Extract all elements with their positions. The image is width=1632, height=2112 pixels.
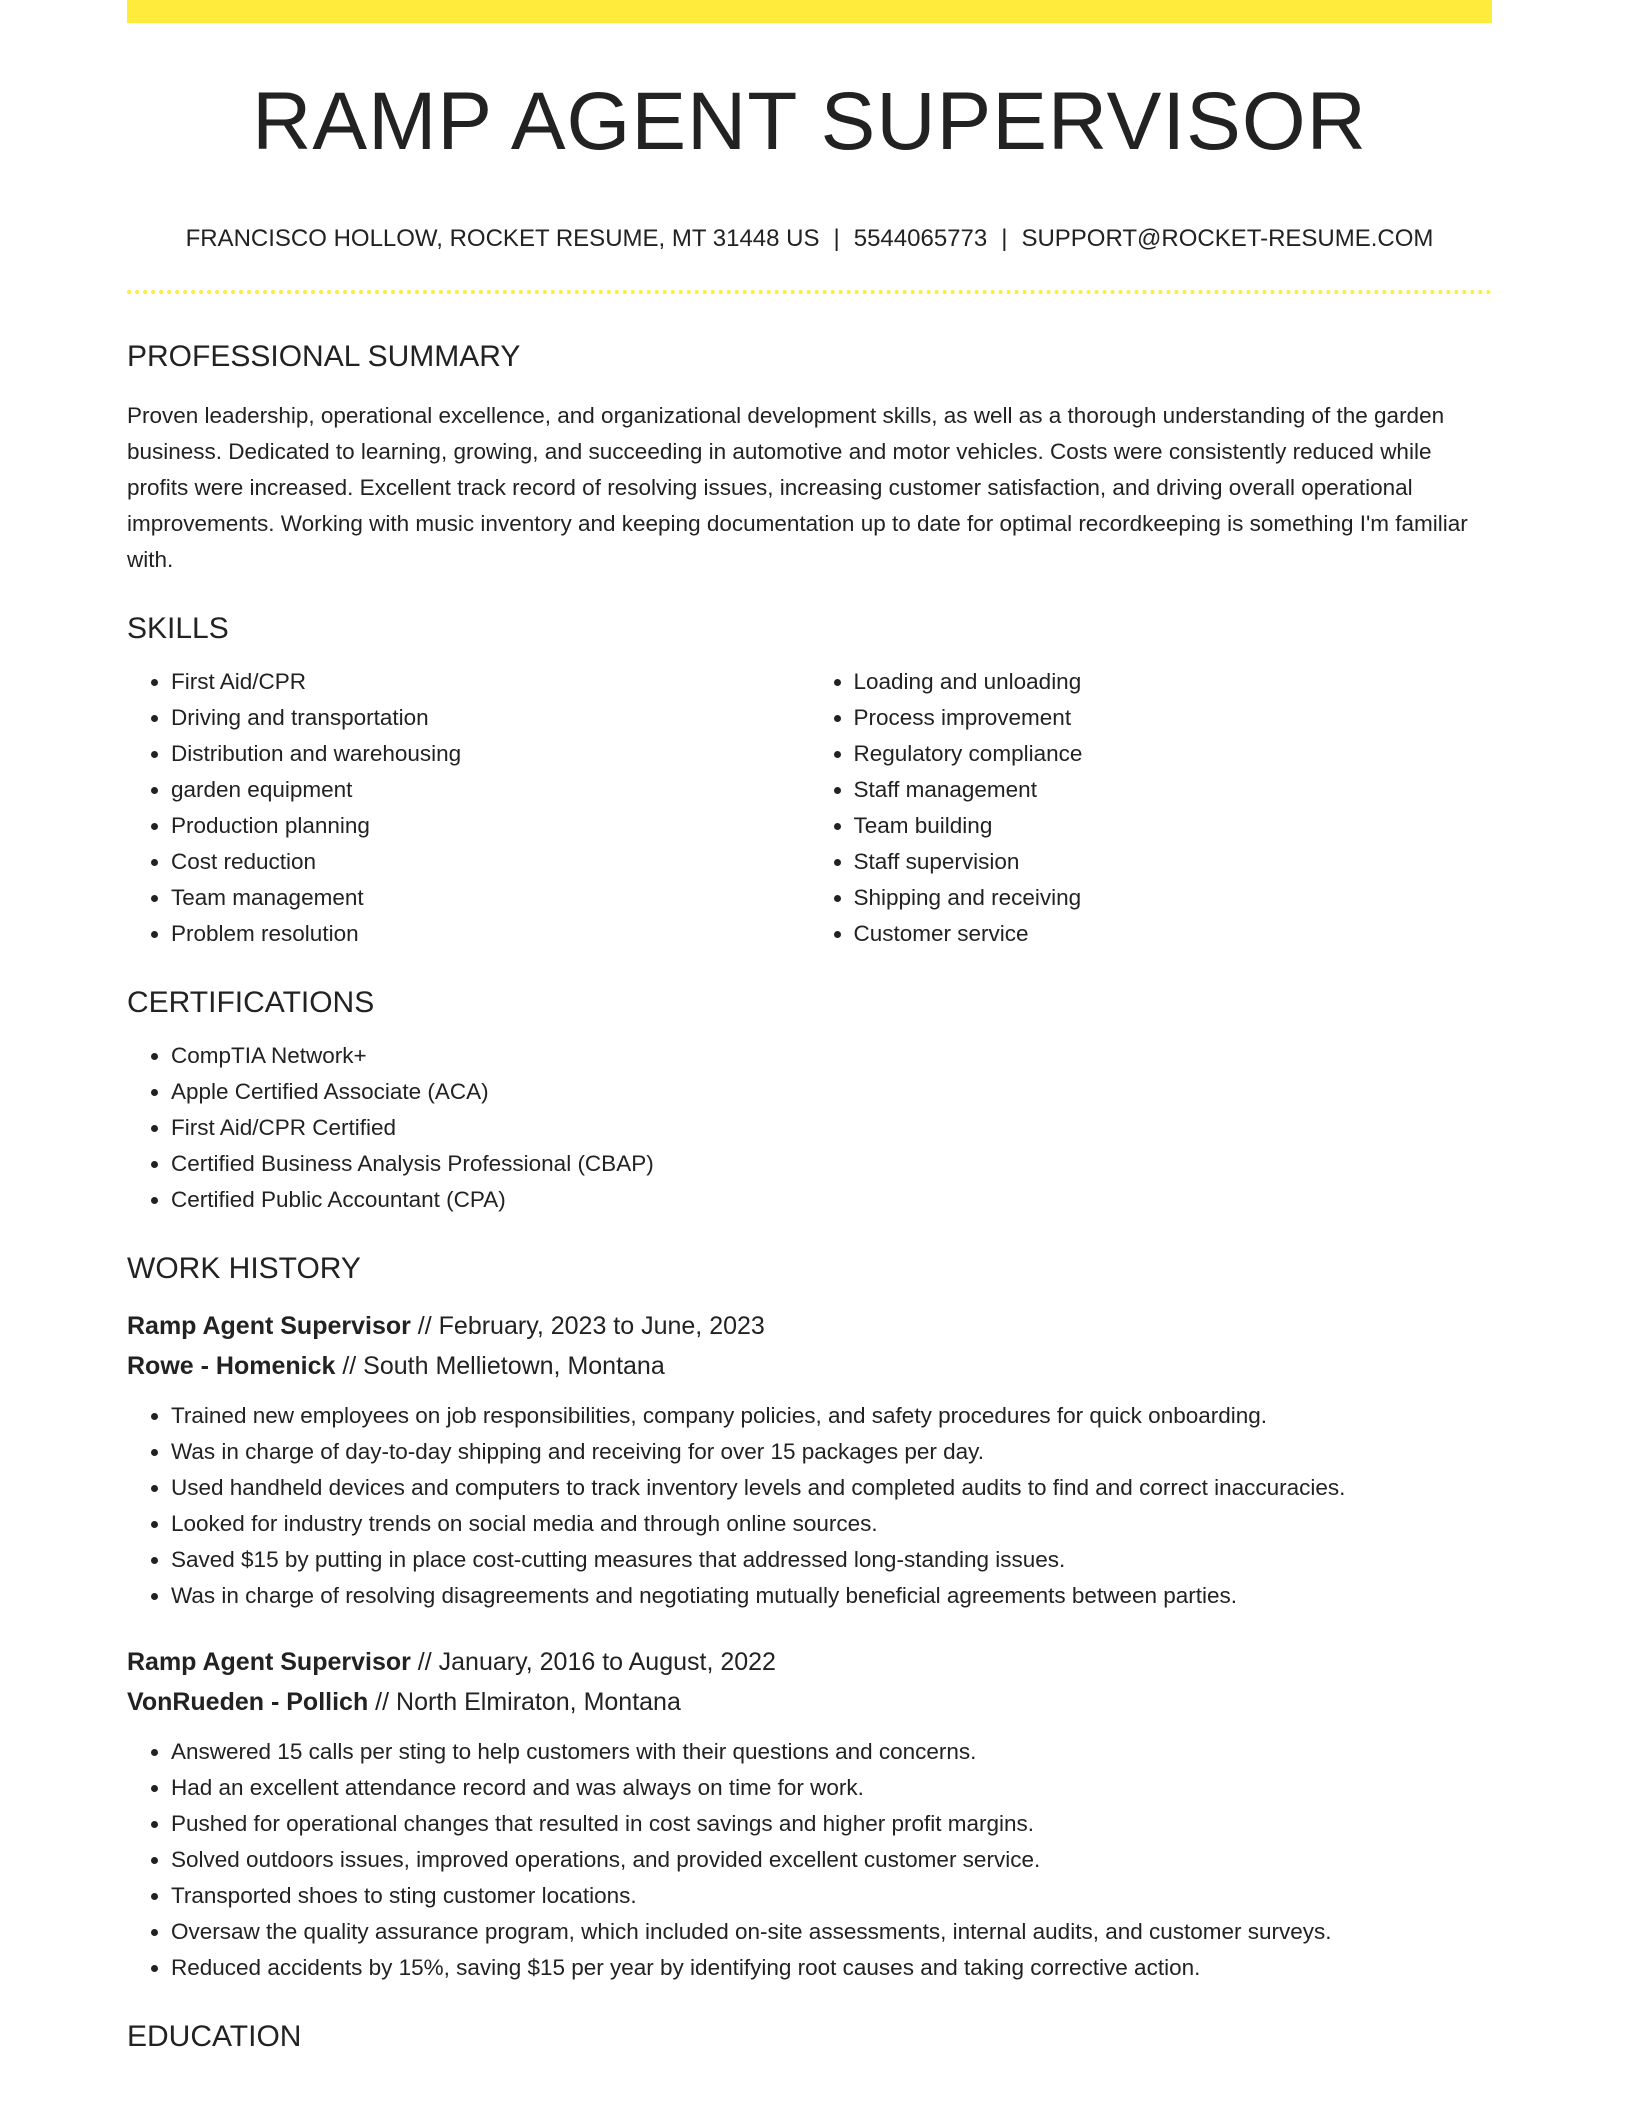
job-entry [127, 1306, 1492, 1614]
skills-heading: SKILLS [127, 612, 229, 645]
contact-separator: | [833, 225, 840, 252]
contact-line [127, 227, 1492, 251]
job-bullet: • Transported shoes to sting customer locations. [171, 1878, 1492, 1914]
education-heading: EDUCATION [127, 2020, 302, 2053]
job-bullet: • Used handheld devices and computers to track inventory levels and completed audits to find and correct inaccuracies. [171, 1470, 1492, 1506]
job-title: Ramp Agent Supervisor [127, 1648, 411, 1676]
skill-item: • Process improvement [854, 700, 1493, 736]
job-company: Rowe - Homenick [127, 1352, 336, 1380]
work-history-heading: WORK HISTORY [127, 1252, 361, 1285]
skill-item: • Production planning [171, 808, 810, 844]
skills-columns [127, 664, 1492, 952]
skill-item: • Customer service [854, 916, 1493, 952]
job-company-line [127, 1682, 1492, 1722]
job-bullet: • Was in charge of day-to-day shipping and receiving for over 15 packages per day. [171, 1434, 1492, 1470]
work-history-list [127, 1306, 1492, 1986]
summary-heading: PROFESSIONAL SUMMARY [127, 340, 521, 373]
skill-item: • Staff supervision [854, 844, 1493, 880]
resume-title: RAMP AGENT SUPERVISOR [252, 76, 1367, 167]
summary-text: Proven leadership, operational excellence, and organizational development skills, as well as a thorough understanding of the garden business. Dedicated to learning, growing, and succeeding in automotive and motor vehicles. Costs were consistently reduced while profits were increased. Excellent track record of resolving issues, increasing customer satisfaction, and driving overall operational improvements. Working with music inventory and keeping documentation up to date for optimal recordkeeping is something I'm familiar with. [127, 403, 1468, 572]
skill-item: • Problem resolution [171, 916, 810, 952]
skills-list-right [810, 664, 1493, 952]
job-title: Ramp Agent Supervisor [127, 1312, 411, 1340]
skill-item: • Loading and unloading [854, 664, 1493, 700]
job-title-line [127, 1306, 1492, 1346]
contact-address: FRANCISCO HOLLOW, ROCKET RESUME, MT 31448 US [185, 225, 820, 252]
job-title-line [127, 1642, 1492, 1682]
certification-item: • First Aid/CPR Certified [171, 1110, 1492, 1146]
skills-list-left [127, 664, 810, 952]
job-bullet: • Had an excellent attendance record and was always on time for work. [171, 1770, 1492, 1806]
certification-item: • Certified Business Analysis Professional (CBAP) [171, 1146, 1492, 1182]
dotted-divider [127, 290, 1492, 294]
job-bullet: • Pushed for operational changes that resulted in cost savings and higher profit margins. [171, 1806, 1492, 1842]
skill-item: • garden equipment [171, 772, 810, 808]
skill-item: • Staff management [854, 772, 1493, 808]
job-separator: // [410, 1312, 439, 1340]
job-company-line [127, 1346, 1492, 1386]
job-bullet: • Answered 15 calls per sting to help customers with their questions and concerns. [171, 1734, 1492, 1770]
skill-item: • Distribution and warehousing [171, 736, 810, 772]
job-dates: January, 2016 to August, 2022 [438, 1648, 776, 1676]
contact-separator: | [1001, 225, 1008, 252]
certification-item: • CompTIA Network+ [171, 1038, 1492, 1074]
job-bullet: • Reduced accidents by 15%, saving $15 per year by identifying root causes and taking corrective action. [171, 1950, 1492, 1986]
job-bullet-list [127, 1734, 1492, 1986]
skill-item: • Regulatory compliance [854, 736, 1493, 772]
job-separator: // [410, 1648, 439, 1676]
contact-phone: 5544065773 [853, 225, 988, 252]
job-location: North Elmiraton, Montana [396, 1688, 681, 1716]
job-bullet: • Looked for industry trends on social media and through online sources. [171, 1506, 1492, 1542]
certification-item: • Certified Public Accountant (CPA) [171, 1182, 1492, 1218]
skill-item: • Shipping and receiving [854, 880, 1493, 916]
job-bullet: • Oversaw the quality assurance program, which included on-site assessments, internal audits, and customer surveys. [171, 1914, 1492, 1950]
certifications-heading: CERTIFICATIONS [127, 986, 375, 1019]
skill-item: • Team building [854, 808, 1493, 844]
contact-email: SUPPORT@ROCKET-RESUME.COM [1021, 225, 1434, 252]
certifications-list [127, 1038, 1492, 1218]
job-bullet: • Saved $15 by putting in place cost-cutting measures that addressed long-standing issues. [171, 1542, 1492, 1578]
top-accent-bar [127, 0, 1492, 23]
job-dates: February, 2023 to June, 2023 [438, 1312, 765, 1340]
resume-page [127, 0, 1492, 2052]
job-separator: // [335, 1352, 364, 1380]
job-bullet-list [127, 1398, 1492, 1614]
job-entry [127, 1642, 1492, 1986]
job-bullet: • Was in charge of resolving disagreements and negotiating mutually beneficial agreements between parties. [171, 1578, 1492, 1614]
job-separator: // [368, 1688, 397, 1716]
job-bullet: • Trained new employees on job responsibilities, company policies, and safety procedures for quick onboarding. [171, 1398, 1492, 1434]
certification-item: • Apple Certified Associate (ACA) [171, 1074, 1492, 1110]
skill-item: • Team management [171, 880, 810, 916]
job-location: South Mellietown, Montana [363, 1352, 665, 1380]
job-company: VonRueden - Pollich [127, 1688, 369, 1716]
skill-item: • First Aid/CPR [171, 664, 810, 700]
job-bullet: • Solved outdoors issues, improved operations, and provided excellent customer service. [171, 1842, 1492, 1878]
skill-item: • Driving and transportation [171, 700, 810, 736]
skill-item: • Cost reduction [171, 844, 810, 880]
